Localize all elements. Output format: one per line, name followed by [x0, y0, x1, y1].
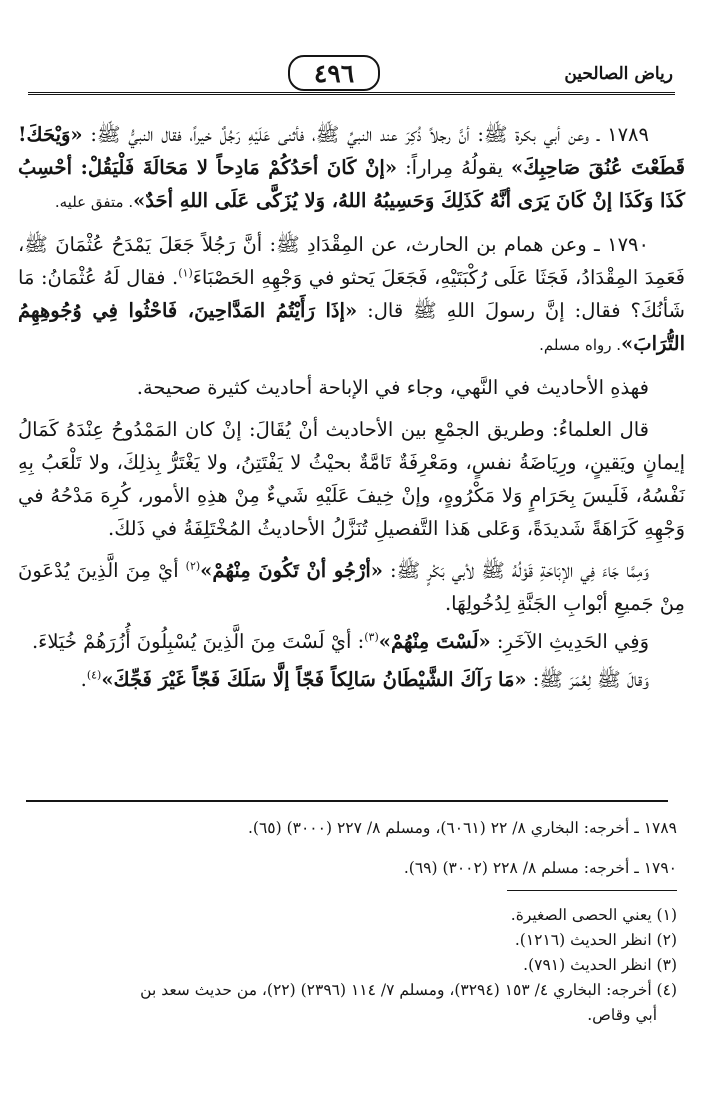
commentary-5-quote: «مَا رَآكَ الشَّيْطَانُ سَالِكاً فَجّاً إلَّا سَلَكَ فَجّاً غَيْرَ فَجِّكَ»	[101, 668, 527, 691]
references-separator	[26, 800, 668, 802]
footnote-marker-3: (٣)	[364, 630, 379, 644]
main-text	[18, 118, 685, 696]
commentary-5-end: .	[80, 668, 87, 691]
footnote-4-continued: أبي وقاص.	[587, 1006, 657, 1024]
page-number-badge	[288, 55, 380, 91]
footnotes-separator	[507, 890, 677, 891]
footnote-1: (١) يعني الحصى الصغيرة.	[510, 906, 677, 924]
commentary-3-intro: وَمِمَّا جَاءَ فِي الإبَاحَةِ قَوْلُهُ ﷺ لأبي بَكْرٍ ﷺ:	[383, 559, 650, 582]
reference-1790: ١٧٩٠ ـ أخرجه: مسلم ٨/ ٢٢٨ (٣٠٠٢) (٦٩).	[403, 859, 677, 877]
footnote-2: (٢) انظر الحديث (١٢١٦).	[514, 931, 677, 949]
hadith-1790-mid: . فقال لَهُ عُثْمَانُ: مَا شَأنُكَ؟ فقال: إنَّ رسولَ اللهِ ﷺ قال:	[18, 266, 685, 322]
running-header-title: رياض الصالحين	[564, 64, 673, 84]
hadith-1789-quote-1: «وَيْحَكَ! قَطَعْتَ عُنُقَ صَاحِبِكَ»	[18, 123, 686, 179]
commentary-paragraph-1: فهذهِ الأحاديث في النَّهي، وجاء في الإباحة أحاديث كثيرة صحيحة.	[136, 376, 649, 399]
footnote-marker-1: (١)	[178, 266, 193, 280]
page-number: ٤٩٦	[313, 58, 355, 88]
hadith-1789-quote-2: «إنْ كَانَ أحَدُكُمْ مَادِحاً لا مَحَالَةَ فَلْيَقُلْ: أحْسِبُ كَذَا وَكَذَا إنْ كَانَ يَرَى أنَّهُ كَذَلِكَ وَحَسِيبُهُ اللهُ، وَلا يُزَكَّى عَلَى اللهِ أحَدٌ»	[18, 156, 685, 212]
hadith-1790-intro: ١٧٩٠ ـ وعن همام بن الحارث، عن المِقْدَادِ ﷺ: أنَّ رَجُلاً جَعَلَ يَمْدَحُ عُثْمَانَ ﷺ، فَعَمِدَ المِقْدَادُ، فَجَثَا عَلَى رُكْبَتَيْهِ، فَجَعَلَ يَحثو في وَجْهِهِ الحَصْبَاءَ	[18, 233, 685, 289]
commentary-4-rest: : أيْ لَسْتَ مِنَ الَّذِينَ يُسْبِلُونَ أُزُرَهُمْ خُيَلاءَ.	[31, 630, 365, 653]
commentary-3-rest: أيْ مِنَ الَّذِينَ يُدْعَونَ مِنْ جَميعِ أبْوابِ الجَنَّةِ لِدُخُولِهَا.	[18, 559, 685, 615]
footnote-marker-4: (٤)	[86, 668, 102, 682]
commentary-4-intro: وَفِي الحَدِيثِ الآخَرِ:	[490, 630, 649, 653]
hadith-1790-quote: «إذَا رَأَيْتُمُ المَدَّاحِينَ، فَاحْثُوا فِي وُجُوهِهِمُ التُّرَابَ»	[18, 299, 685, 355]
commentary-paragraph-3	[18, 554, 685, 620]
commentary-4-quote: «لَسْتَ مِنْهُمْ»	[378, 630, 491, 653]
hadith-1790	[18, 228, 685, 362]
hadith-1789-intro: ١٧٨٩ ـ وعن أبي بكرة ﷺ: أنَّ رجلاً ذُكِرَ عند النبيِّ ﷺ، فأثنى عَلَيْهِ رَجُلٌ خيراً، فقال النبيُّ ﷺ:	[82, 123, 649, 146]
reference-1789: ١٧٨٩ ـ أخرجه: البخاري ٨/ ٢٢ (٦٠٦١)، ومسلم ٨/ ٢٢٧ (٣٠٠٠) (٦٥).	[247, 819, 677, 837]
footnote-3: (٣) انظر الحديث (٧٩١).	[523, 956, 677, 974]
hadith-1789	[18, 118, 685, 219]
references	[26, 816, 677, 896]
hadith-1789-mid: يقولُهُ مِراراً:	[397, 156, 511, 179]
footnotes	[26, 903, 677, 1028]
commentary-paragraph-2: قال العلماءُ: وطريق الجمْعِ بين الأحاديث أنْ يُقَالَ: إنْ كان المَمْدُوحُ عِنْدَهُ كَمَالُ إيمانٍ ويَقينٍ، ورِيَاضَةُ نفسٍ، ومَعْرِفَةٌ تَامَّةٌ بحيْثُ لا يَفْتَتِنُ، ولا يَغْتَرُّ بِذلِكَ، ولا تَلْعَبُ بِهِ نَفْسُهُ، فَلَيسَ بِحَرَامٍ وَلا مَكْرُوهٍ، وإنْ خِيفَ عَلَيْهِ شَيءٌ مِنْ هذِهِ الأمور، كُرِهَ مَدْحُهُ في وَجْهِهِ كَرَاهَةً شَديدَةً، وَعَلى هَذا التَّفصيلِ تُنَزَّلُ الأحاديثُ المُخْتَلِفَةُ في ذَلكَ.	[18, 418, 685, 540]
commentary-3-quote: «أرْجُو أنْ تَكُونَ مِنْهُمْ»	[200, 559, 383, 582]
hadith-1789-source: . متفق عليه.	[54, 193, 134, 211]
header-rule	[28, 92, 675, 95]
footnote-marker-2: (٢)	[185, 559, 201, 573]
hadith-1790-source: . رواه مسلم.	[539, 336, 622, 354]
footnote-4: (٤) أخرجه: البخاري ٤/ ١٥٣ (٣٢٩٤)، ومسلم ٧/ ١١٤ (٢٣٩٦) (٢٢)، من حديث سعد بن	[140, 981, 677, 999]
commentary-5-intro: وَقالَ ﷺ لِعُمَرَ ﷺ:	[526, 668, 649, 691]
commentary-paragraph-4	[18, 625, 685, 658]
commentary-paragraph-5	[18, 663, 685, 696]
